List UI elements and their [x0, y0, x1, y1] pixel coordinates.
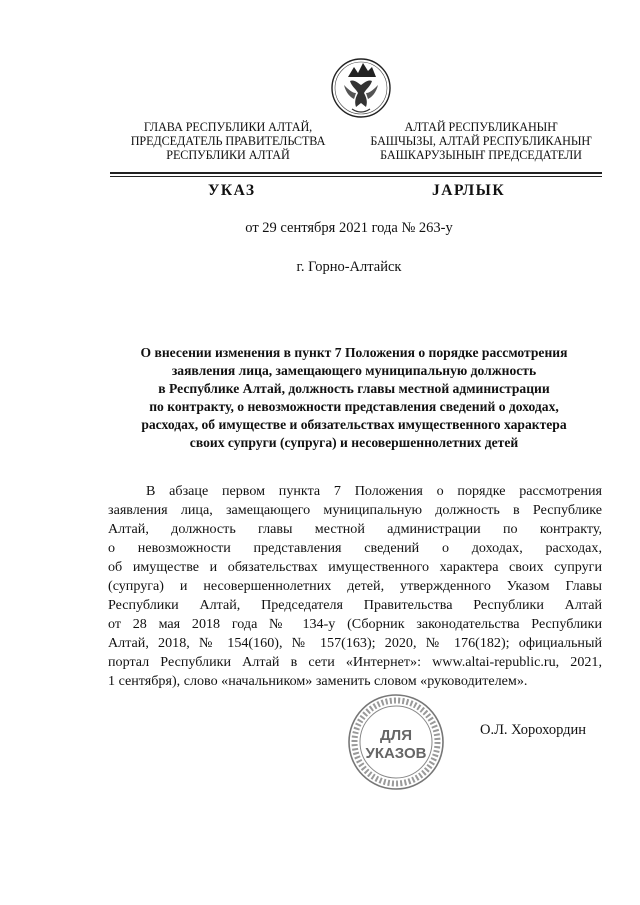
title-line: расходах, об имуществе и обязательствах имущественного характера — [141, 417, 567, 432]
body-line: Алтай, должность главы местной администрации по контракту, — [108, 521, 602, 537]
body-line: о невозможности представления сведений о доходах, расходах, — [108, 540, 602, 556]
doc-type-altai: JАРЛЫК — [432, 182, 506, 199]
body-line: 1 сентября), слово «начальником» заменить словом «руководителем». — [108, 673, 528, 689]
header-left-line: ГЛАВА РЕСПУБЛИКИ АЛТАЙ, — [143, 120, 313, 134]
header-left-block — [118, 120, 338, 162]
title-line: своих супруги (супруга) и несовершеннолетних детей — [189, 435, 519, 450]
title-line: заявления лица, замещающего муниципальную должность — [171, 363, 537, 378]
header-left-line: РЕСПУБЛИКИ АЛТАЙ — [166, 148, 290, 162]
body-line: заявления лица, замещающего муниципальную должность в Республике — [108, 502, 602, 518]
body-line: (супруга) и несовершеннолетних детей, утвержденного Указом Главы — [108, 578, 602, 594]
round-seal-stamp — [340, 692, 452, 792]
signatory-name: О.Л. Хорохордин — [480, 722, 587, 738]
doc-type-russian: УКАЗ — [208, 182, 256, 199]
decree-date-number: от 29 сентября 2021 года № 263-у — [245, 220, 453, 236]
decree-city: г. Горно-Алтайск — [296, 259, 402, 275]
body-line: В абзаце первом пункта 7 Положения о порядке рассмотрения — [146, 483, 602, 499]
header-right-line: БАШЧЫЗЫ, АЛТАЙ РЕСПУБЛИКАНЫҤ — [370, 134, 592, 148]
body-line: от 28 мая 2018 года № 134-у (Сборник законодательства Республики — [108, 616, 602, 632]
body-line: Республики Алтай, Председателя Правительства Республики Алтай — [108, 597, 602, 613]
decree-body — [108, 482, 602, 691]
body-line: портал Республики Алтай в сети «Интернет»: www.altai-republic.ru, 2021, — [108, 654, 602, 670]
title-line: О внесении изменения в пункт 7 Положения о порядке рассмотрения — [140, 345, 568, 360]
altai-coat-of-arms-icon — [330, 55, 392, 121]
header-right-line: БАШКАРУЗЫНЫҤ ПРЕДСЕДАТЕЛИ — [380, 148, 582, 162]
header-divider-thin — [110, 176, 602, 177]
header-right-block — [356, 120, 606, 162]
title-line: в Республике Алтай, должность главы местной администрации — [158, 381, 550, 396]
stamp-text-line2: УКАЗОВ — [365, 745, 427, 762]
body-line: об имуществе и обязательствах имущественного характера своих супруги — [108, 559, 602, 575]
body-line: Алтай, 2018, № 154(160), № 157(163); 2020, № 176(182); официальный — [108, 635, 602, 651]
header-left-line: ПРЕДСЕДАТЕЛЬ ПРАВИТЕЛЬСТВА — [130, 134, 326, 148]
decree-title — [108, 344, 600, 452]
stamp-text-line1: ДЛЯ — [380, 727, 412, 744]
header-right-line: АЛТАЙ РЕСПУБЛИКАНЫҤ — [404, 120, 558, 134]
title-line: по контракту, о невозможности представления сведений о доходах, — [149, 399, 559, 414]
header-divider-thick — [110, 172, 602, 174]
